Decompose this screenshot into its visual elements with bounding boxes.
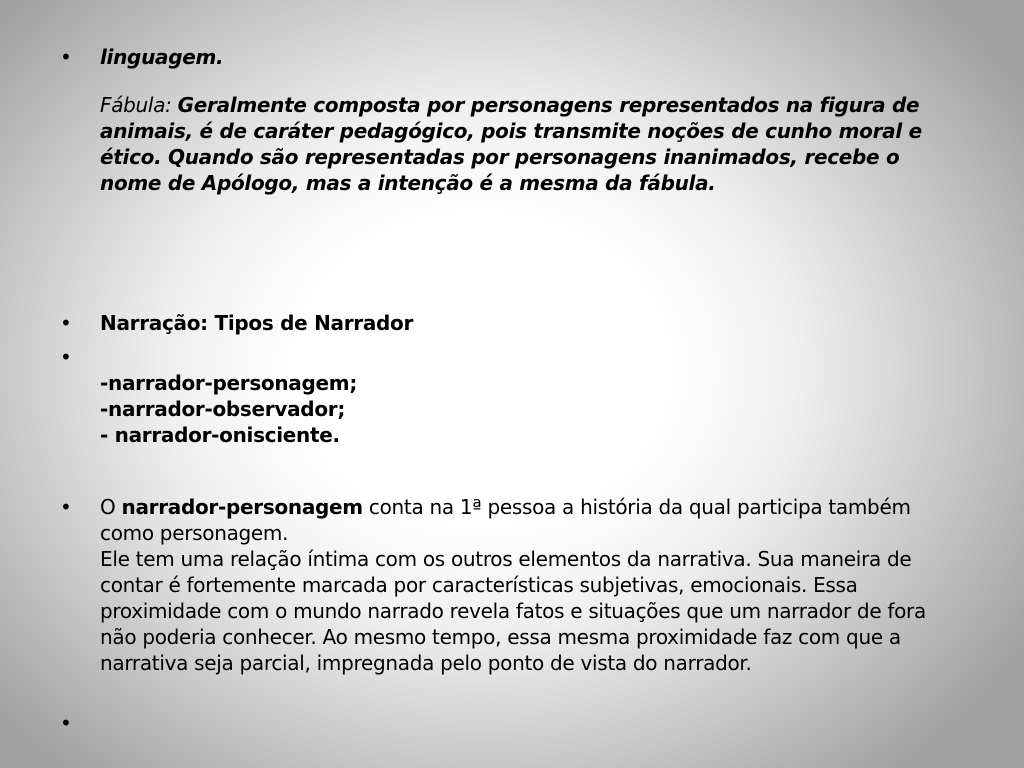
description-paragraph: Ele tem uma relação íntima com os outros elementos da narrativa. Sua maneira de contar é fortemente marcada por características subjetivas, emocionais. Essa proximidade com o mundo narrado revela fatos e situações que um narrador de fora não poderia conhecer. Ao mesmo tempo, essa mesma proximidade faz com que a narrativa seja parcial, impregnada pelo ponto de vista do narrador. bbox=[100, 547, 926, 675]
bold-term: narrador-personagem bbox=[121, 495, 363, 519]
bullet-glyph: • bbox=[60, 495, 72, 519]
narrator-type-line: -narrador-personagem; bbox=[100, 371, 358, 395]
narrator-type-line: - narrador-onisciente. bbox=[100, 423, 340, 447]
bullet-item-narracao bbox=[60, 310, 960, 336]
bullet-item-narrador-personagem bbox=[60, 494, 960, 676]
bullet-glyph: • bbox=[60, 711, 72, 735]
bullet-glyph: • bbox=[60, 345, 72, 369]
bullet-item-narrator-types bbox=[60, 344, 960, 448]
bullet-heading: linguagem. bbox=[100, 45, 224, 69]
fabula-text: Geralmente composta por personagens representados na figura de animais, é de caráter pedagógico, pois transmite noções de cunho moral e ético. Quando são representadas por personagens inanimados, recebe o nome de Apólogo, mas a intenção é a mesma da fábula. bbox=[100, 93, 922, 195]
bullet-glyph: • bbox=[60, 311, 72, 335]
narrator-type-line: -narrador-observador; bbox=[100, 397, 346, 421]
prefix-text: O bbox=[100, 495, 116, 519]
description-text: conta na 1ª pessoa a história da qual participa também como personagem. bbox=[100, 495, 911, 545]
bullet-item-fabula bbox=[60, 44, 960, 196]
bullet-glyph: • bbox=[60, 45, 72, 69]
fabula-label: Fábula: bbox=[100, 93, 172, 117]
bullet-heading: Narração: Tipos de Narrador bbox=[100, 311, 414, 335]
